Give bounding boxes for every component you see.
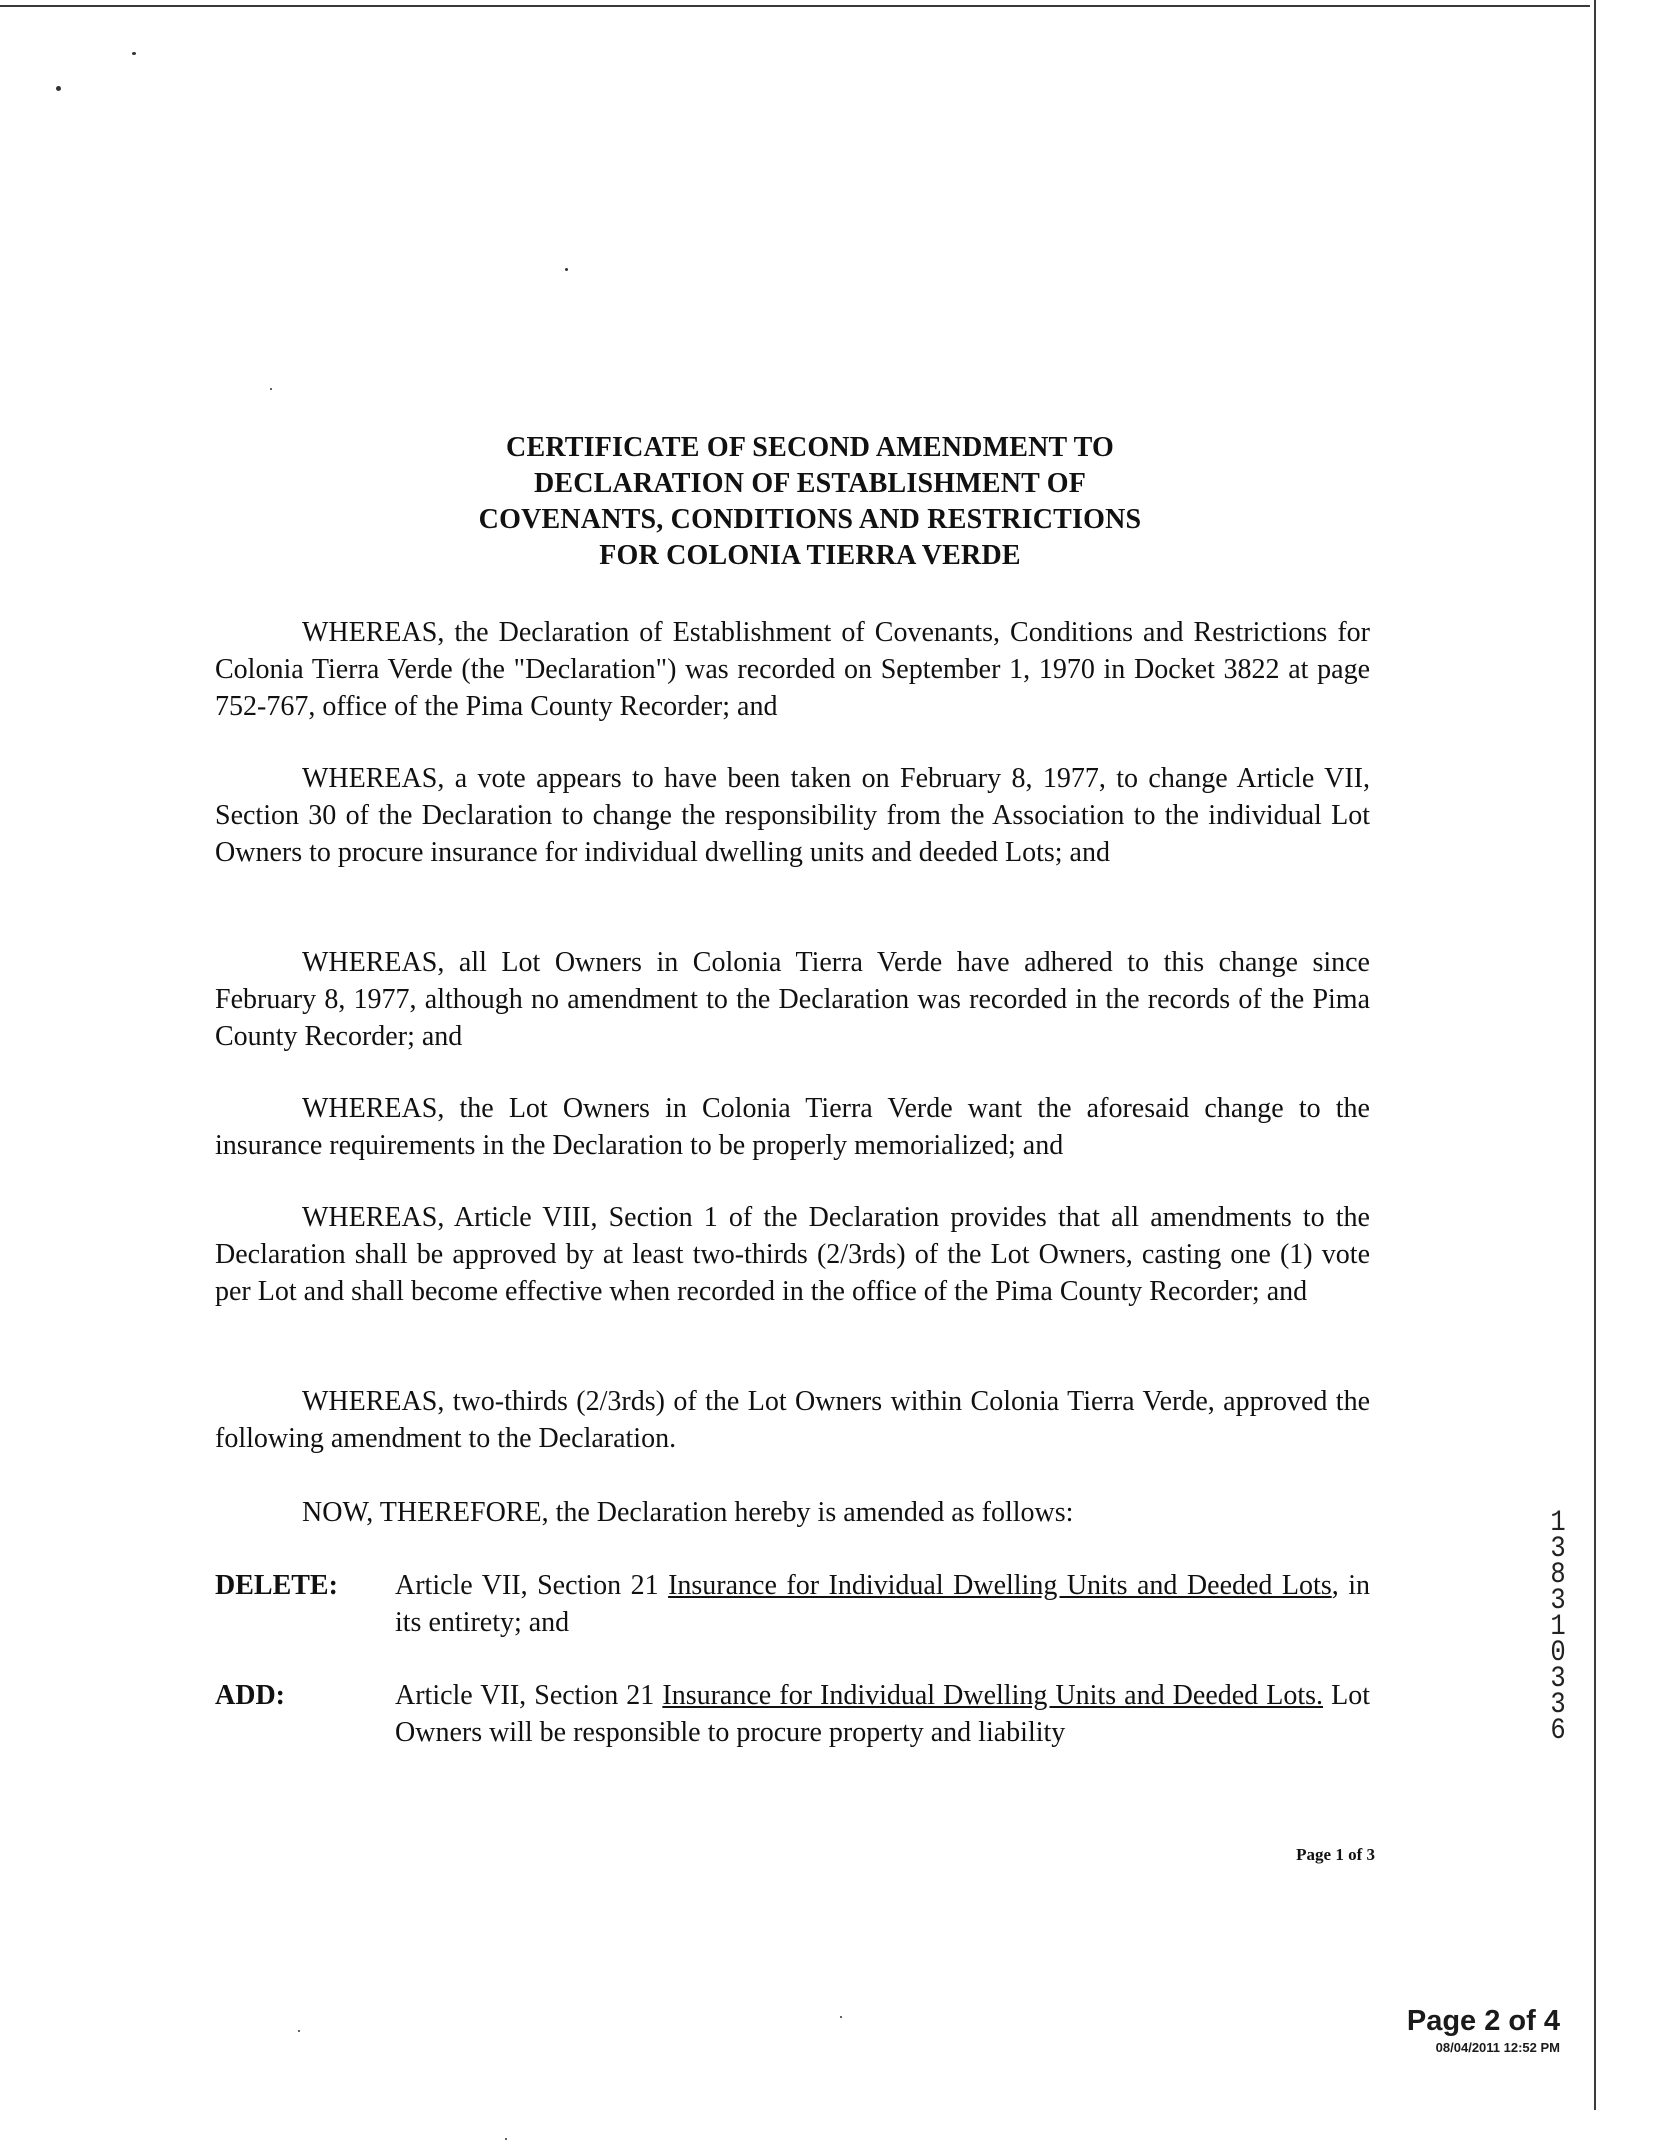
docket-number-vertical: 13831 0336 (1550, 1506, 1566, 1748)
add-text (395, 1677, 1370, 1751)
whereas-paragraph-recording: WHEREAS, the Declaration of Establishment of Covenants, Conditions and Restrictions for Colonia Tierra Verde (the "Declaration") was recorded on September 1, 1970 in Docket 3822 at page 752-767, office of the Pima County Recorder; and (215, 617, 1370, 722)
whereas-paragraph-memorialize: WHEREAS, the Lot Owners in Colonia Tierra Verde want the aforesaid change to the insurance requirements in the Declaration to be properly memorialized; and (215, 1093, 1370, 1161)
scan-speck (132, 52, 136, 55)
scan-speck (565, 268, 568, 271)
scan-speck (505, 2138, 507, 2140)
title-line: CERTIFICATE OF SECOND AMENDMENT TO (506, 432, 1114, 463)
recorder-datetime-stamp: 08/04/2011 12:52 PM (1435, 2040, 1560, 2055)
delete-suffix: , in its entirety; and (395, 1570, 1370, 1638)
whereas-paragraph-vote: WHEREAS, a vote appears to have been taken on February 8, 1977, to change Article VII, Section 30 of the Declaration to change the responsibility from the Association to the individual Lot Owners to procure insurance for individual dwelling units and deeded Lots; and (215, 763, 1370, 868)
scan-speck (840, 2016, 842, 2018)
title-line: DECLARATION OF ESTABLISHMENT OF (533, 468, 1087, 499)
page-number: Page 1 of 3 (1296, 1845, 1375, 1864)
add-section-title: Insurance for Individual Dwelling Units and Deeded Lots. (662, 1680, 1324, 1711)
add-article-ref: Article VII, Section 21 (395, 1680, 663, 1711)
delete-section-title: Insurance for Individual Dwelling Units and Deeded Lots (668, 1570, 1332, 1601)
scan-top-border (0, 5, 1590, 7)
whereas-paragraph-article-viii: WHEREAS, Article VIII, Section 1 of the Declaration provides that all amendments to the Declaration shall be approved by at least two-thirds (2/3rds) of the Lot Owners, casting one (1) vote per Lot and shall become effective when recorded in the office of the Pima County Recorder; and (215, 1202, 1370, 1307)
recorder-page-stamp: Page 2 of 4 (1406, 2005, 1560, 2037)
scan-speck (56, 86, 61, 91)
now-therefore-paragraph: NOW, THEREFORE, the Declaration hereby is amended as follows: (302, 1497, 1074, 1528)
add-suffix: Lot Owners will be responsible to procure property and liability (395, 1680, 1370, 1748)
scan-speck (298, 2030, 300, 2032)
scan-right-border (1594, 0, 1596, 2110)
delete-text (395, 1567, 1370, 1641)
title-line: FOR COLONIA TIERRA VERDE (599, 540, 1021, 571)
whereas-paragraph-approval: WHEREAS, two-thirds (2/3rds) of the Lot Owners within Colonia Tierra Verde, approved the following amendment to the Declaration. (215, 1386, 1370, 1454)
add-label: ADD: (215, 1680, 285, 1711)
whereas-paragraph-adherence: WHEREAS, all Lot Owners in Colonia Tierra Verde have adhered to this change since February 8, 1977, although no amendment to the Declaration was recorded in the records of the Pima County Recorder; and (215, 947, 1370, 1052)
title-line: COVENANTS, CONDITIONS AND RESTRICTIONS (478, 504, 1142, 535)
delete-article-ref: Article VII, Section 21 (395, 1570, 669, 1601)
delete-label: DELETE: (215, 1570, 338, 1601)
scan-speck (270, 388, 272, 390)
document-title (300, 430, 1320, 574)
